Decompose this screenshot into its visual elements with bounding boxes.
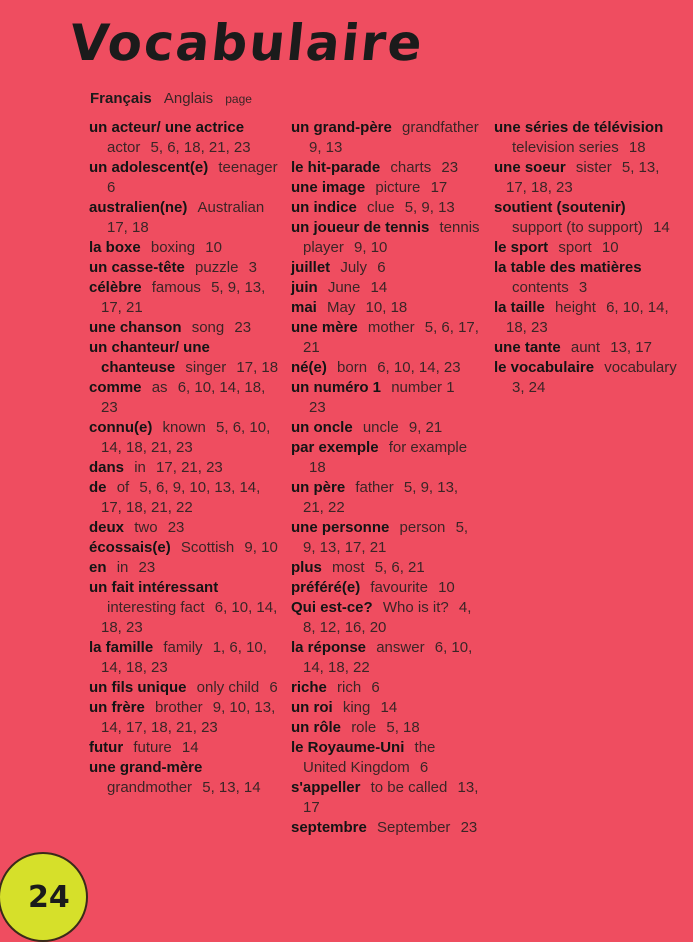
- page-references: 6: [377, 259, 386, 276]
- page-references: 5, 6, 17, 21: [303, 319, 479, 356]
- vocab-entry: [291, 358, 481, 378]
- vocab-entry: [89, 118, 284, 158]
- page-references: 18: [628, 139, 646, 156]
- english-translation: in: [116, 559, 129, 576]
- french-term: un fait intéressant: [89, 579, 219, 596]
- french-term: un casse-tête: [89, 259, 185, 276]
- vocab-entry: [291, 718, 481, 738]
- french-term: connu(e): [89, 419, 153, 436]
- vocab-entry: [89, 538, 284, 558]
- french-term: juin: [291, 279, 318, 296]
- vocab-entry: [291, 278, 481, 298]
- french-term: la réponse: [291, 639, 367, 656]
- english-translation: role: [351, 719, 377, 736]
- vocab-entry: [89, 478, 284, 518]
- french-term: le sport: [494, 239, 549, 256]
- vocab-entry: [291, 378, 481, 418]
- french-term: Qui est-ce?: [291, 599, 373, 616]
- page-references: 10: [438, 579, 455, 596]
- vocab-entry: [291, 818, 481, 838]
- page-references: 18: [309, 459, 326, 476]
- english-translation: only child: [196, 679, 260, 696]
- french-term: riche: [291, 679, 327, 696]
- page-references: 3: [578, 279, 588, 296]
- english-translation: future: [133, 739, 172, 756]
- vocab-entry: [291, 558, 481, 578]
- french-term: juillet: [291, 259, 331, 276]
- vocab-entry: [89, 198, 284, 238]
- english-translation: actor: [107, 139, 141, 156]
- page-references: 1, 6, 10, 14, 18, 23: [101, 639, 267, 676]
- english-translation: famous: [151, 279, 201, 296]
- english-translation: born: [337, 359, 368, 376]
- page-references: 13, 17: [303, 779, 479, 816]
- french-term: par exemple: [291, 439, 379, 456]
- vocab-entry: [291, 638, 481, 678]
- french-term: comme: [89, 379, 142, 396]
- vocab-entry: [291, 158, 481, 178]
- french-term: s'appeller: [291, 779, 361, 796]
- english-translation: of: [116, 479, 130, 496]
- english-translation: known: [162, 419, 206, 436]
- english-translation: the United Kingdom: [303, 739, 436, 776]
- english-translation: grandfather: [402, 119, 479, 136]
- french-term: soutient (soutenir): [494, 199, 626, 216]
- page-references: 17, 18: [236, 359, 279, 376]
- french-term: écossais(e): [89, 539, 171, 556]
- vocab-entry: [291, 598, 481, 638]
- vocab-column-1: [89, 118, 284, 798]
- english-translation: Scottish: [180, 539, 235, 556]
- page-references: 17, 18: [107, 219, 149, 236]
- english-translation: person: [399, 519, 446, 536]
- page-references: 9, 10: [354, 239, 388, 256]
- english-translation: most: [332, 559, 365, 576]
- french-term: une chanson: [89, 319, 182, 336]
- page-references: 9, 10, 13, 14, 17, 18, 21, 23: [101, 699, 276, 736]
- vocab-entry: [291, 678, 481, 698]
- vocab-entry: [291, 778, 481, 818]
- english-translation: height: [555, 299, 596, 316]
- page-references: 14: [380, 699, 398, 716]
- english-translation: tennis player: [303, 219, 480, 256]
- vocab-entry: [291, 118, 481, 158]
- english-translation: support (to support): [512, 219, 643, 236]
- english-translation: Who is it?: [382, 599, 449, 616]
- page-number: 24: [28, 880, 70, 915]
- vocab-entry: [89, 578, 284, 638]
- english-translation: rich: [337, 679, 362, 696]
- french-term: la famille: [89, 639, 154, 656]
- page-references: 5, 6, 21: [374, 559, 425, 576]
- vocab-entry: [89, 318, 284, 338]
- page-references: 6: [419, 759, 429, 776]
- english-translation: two: [134, 519, 158, 536]
- french-term: un fils unique: [89, 679, 187, 696]
- english-translation: interesting fact: [107, 599, 205, 616]
- english-translation: June: [327, 279, 361, 296]
- page-references: 9, 13: [309, 139, 343, 156]
- page-references: 5, 6, 10, 14, 18, 21, 23: [101, 419, 271, 456]
- vocab-entry: [494, 158, 679, 198]
- english-translation: as: [151, 379, 168, 396]
- french-term: un indice: [291, 199, 357, 216]
- french-term: une séries de télévision: [494, 119, 664, 136]
- french-term: un acteur/ une actrice: [89, 119, 245, 136]
- english-translation: favourite: [370, 579, 428, 596]
- english-translation: boxing: [150, 239, 196, 256]
- page-references: 6, 10, 14, 18, 23: [101, 599, 278, 636]
- page-references: 10: [601, 239, 619, 256]
- french-term: un roi: [291, 699, 333, 716]
- page-references: 17: [430, 179, 448, 196]
- english-translation: charts: [390, 159, 432, 176]
- vocab-entry: [291, 418, 481, 438]
- vocab-entry: [291, 258, 481, 278]
- french-term: le vocabulaire: [494, 359, 595, 376]
- french-term: un père: [291, 479, 346, 496]
- english-translation: singer: [185, 359, 227, 376]
- english-translation: teenager: [218, 159, 278, 176]
- french-term: futur: [89, 739, 124, 756]
- english-translation: for example: [388, 439, 468, 456]
- french-term: septembre: [291, 819, 367, 836]
- english-translation: picture: [375, 179, 421, 196]
- vocab-entry: [291, 518, 481, 558]
- vocab-entry: [291, 298, 481, 318]
- english-translation: father: [355, 479, 394, 496]
- page-references: 14: [181, 739, 199, 756]
- english-translation: sister: [575, 159, 612, 176]
- page-references: 14: [370, 279, 388, 296]
- french-term: une tante: [494, 339, 561, 356]
- english-translation: July: [340, 259, 368, 276]
- french-term: la table des matières: [494, 259, 642, 276]
- page-references: 6: [269, 679, 278, 696]
- page-references: 5, 9, 13, 17, 21: [101, 279, 266, 316]
- english-translation: king: [342, 699, 371, 716]
- page-references: 23: [441, 159, 459, 176]
- vocab-entry: [291, 198, 481, 218]
- page-references: 3, 24: [512, 379, 546, 396]
- page-references: 6: [107, 179, 116, 196]
- french-term: australien(ne): [89, 199, 188, 216]
- english-translation: song: [191, 319, 225, 336]
- page-references: 14: [653, 219, 670, 236]
- vocab-entry: [494, 338, 679, 358]
- french-term: un rôle: [291, 719, 342, 736]
- french-term: plus: [291, 559, 322, 576]
- vocab-entry: [89, 638, 284, 678]
- page-references: 6, 10, 14, 18, 23: [506, 299, 669, 336]
- french-term: une image: [291, 179, 366, 196]
- english-translation: vocabulary: [604, 359, 677, 376]
- vocab-entry: [89, 338, 284, 378]
- vocab-entry: [494, 298, 679, 338]
- vocab-entry: [89, 378, 284, 418]
- vocab-entry: [89, 738, 284, 758]
- vocab-entry: [89, 258, 284, 278]
- page-references: 6, 10, 14, 18, 22: [303, 639, 473, 676]
- page-references: 23: [234, 319, 252, 336]
- vocab-entry: [89, 758, 284, 798]
- page-references: 17, 21, 23: [156, 459, 223, 476]
- french-term: un grand-père: [291, 119, 392, 136]
- french-term: né(e): [291, 359, 327, 376]
- page-references: 5, 18: [386, 719, 420, 736]
- vocab-entry: [89, 418, 284, 458]
- english-translation: clue: [367, 199, 395, 216]
- vocab-entry: [291, 438, 481, 478]
- vocab-entry: [291, 178, 481, 198]
- vocab-entry: [494, 118, 679, 158]
- french-term: un joueur de tennis: [291, 219, 430, 236]
- vocab-entry: [89, 278, 284, 318]
- french-term: une personne: [291, 519, 390, 536]
- page-references: 6, 10, 14, 18, 23: [101, 379, 266, 416]
- vocab-entry: [89, 698, 284, 738]
- page-references: 9, 21: [408, 419, 443, 436]
- english-translation: Australian: [197, 199, 265, 216]
- english-translation: family: [163, 639, 203, 656]
- legend-french: Français: [90, 90, 152, 107]
- page-references: 23: [138, 559, 156, 576]
- page-references: 5, 9, 13: [404, 199, 455, 216]
- french-term: mai: [291, 299, 317, 316]
- vocab-column-3: [494, 118, 679, 398]
- english-translation: contents: [512, 279, 569, 296]
- vocab-column-2: [291, 118, 481, 838]
- page-title: Vocabulaire: [66, 14, 427, 72]
- english-translation: in: [134, 459, 146, 476]
- column-legend: [90, 90, 252, 107]
- legend-page: page: [225, 92, 252, 106]
- english-translation: aunt: [570, 339, 601, 356]
- french-term: préféré(e): [291, 579, 361, 596]
- english-translation: sport: [558, 239, 592, 256]
- french-term: une grand-mère: [89, 759, 203, 776]
- english-translation: uncle: [362, 419, 399, 436]
- english-translation: puzzle: [195, 259, 239, 276]
- page-references: 23: [309, 399, 326, 416]
- vocab-entry: [291, 318, 481, 358]
- french-term: une soeur: [494, 159, 566, 176]
- french-term: un chanteur/ une chanteuse: [89, 339, 210, 376]
- english-translation: mother: [367, 319, 415, 336]
- vocab-entry: [494, 238, 679, 258]
- vocab-entry: [291, 578, 481, 598]
- vocab-entry: [291, 218, 481, 258]
- english-translation: May: [327, 299, 356, 316]
- page-references: 5, 9, 13, 21, 22: [303, 479, 459, 516]
- english-translation: answer: [376, 639, 425, 656]
- english-translation: grandmother: [107, 779, 193, 796]
- vocab-entry: [494, 198, 679, 238]
- page-references: 10: [205, 239, 222, 256]
- french-term: deux: [89, 519, 125, 536]
- vocab-entry: [291, 738, 481, 778]
- vocab-entry: [494, 258, 679, 298]
- french-term: un frère: [89, 699, 145, 716]
- vocab-entry: [89, 558, 284, 578]
- page-references: 13, 17: [610, 339, 652, 356]
- english-translation: number 1: [391, 379, 455, 396]
- vocab-entry: [89, 518, 284, 538]
- vocab-entry: [89, 678, 284, 698]
- page-references: 10, 18: [365, 299, 408, 316]
- french-term: le Royaume-Uni: [291, 739, 405, 756]
- french-term: la taille: [494, 299, 545, 316]
- page-references: 23: [460, 819, 478, 836]
- page-references: 23: [167, 519, 185, 536]
- page-references: 5, 13, 14: [202, 779, 261, 796]
- french-term: un oncle: [291, 419, 353, 436]
- french-term: en: [89, 559, 107, 576]
- french-term: le hit-parade: [291, 159, 381, 176]
- page-references: 3: [248, 259, 257, 276]
- vocab-entry: [89, 158, 284, 198]
- vocab-entry: [89, 458, 284, 478]
- english-translation: television series: [512, 139, 619, 156]
- page-references: 5, 9, 13, 17, 21: [303, 519, 469, 556]
- english-translation: September: [377, 819, 451, 836]
- page-references: 5, 6, 18, 21, 23: [150, 139, 251, 156]
- vocab-entry: [291, 698, 481, 718]
- english-translation: brother: [155, 699, 203, 716]
- page-references: 9, 10: [244, 539, 278, 556]
- french-term: un adolescent(e): [89, 159, 209, 176]
- legend-english: Anglais: [163, 90, 214, 107]
- page-references: 5, 13, 17, 18, 23: [506, 159, 660, 196]
- french-term: une mère: [291, 319, 358, 336]
- french-term: dans: [89, 459, 125, 476]
- page-references: 4, 8, 12, 16, 20: [303, 599, 472, 636]
- vocab-entry: [89, 238, 284, 258]
- french-term: de: [89, 479, 107, 496]
- page-references: 5, 6, 9, 10, 13, 14, 17, 18, 21, 22: [101, 479, 261, 516]
- english-translation: to be called: [370, 779, 448, 796]
- french-term: célèbre: [89, 279, 142, 296]
- page-references: 6: [371, 679, 380, 696]
- french-term: la boxe: [89, 239, 141, 256]
- vocab-entry: [494, 358, 679, 398]
- vocab-entry: [291, 478, 481, 518]
- french-term: un numéro 1: [291, 379, 382, 396]
- page-references: 6, 10, 14, 23: [377, 359, 461, 376]
